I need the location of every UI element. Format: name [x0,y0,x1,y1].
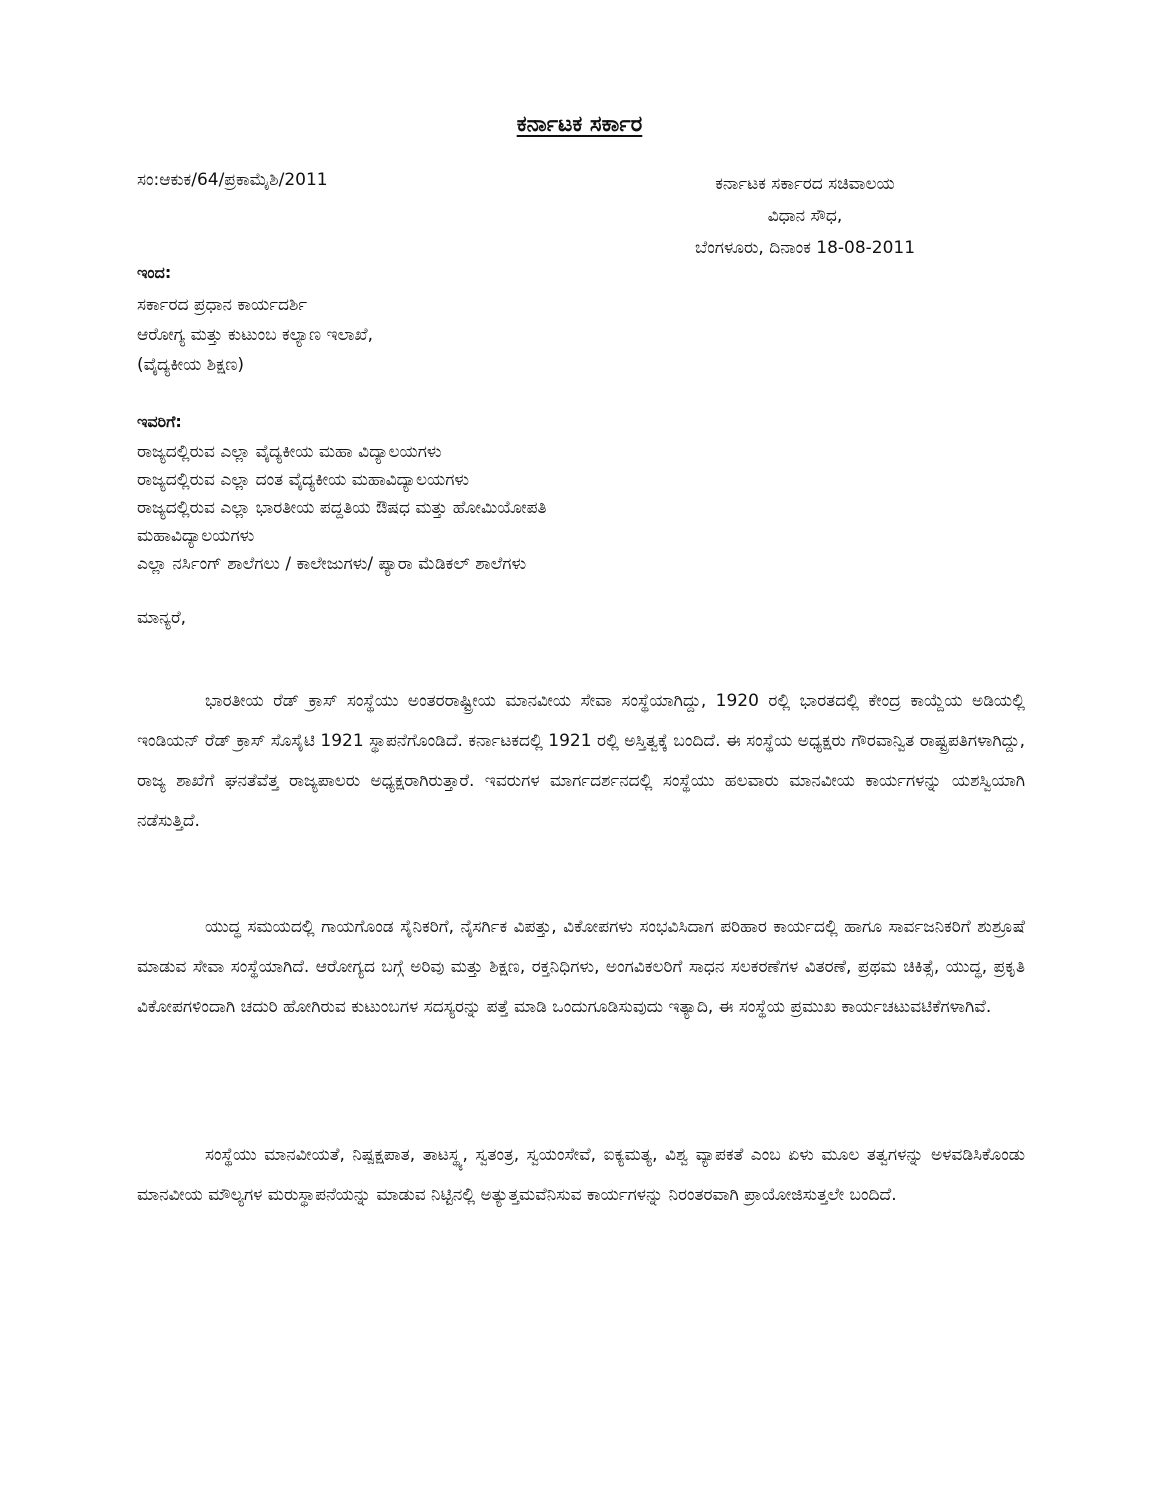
document-title: ಕರ್ನಾಟಕ ಸರ್ಕಾರ [516,112,643,137]
to-heading: ಇವರಿಗೆ: [137,412,182,431]
recipient-line: ಮಹಾವಿದ್ಯಾಲಯಗಳು [137,526,255,546]
body-paragraph-2: ಯುದ್ಧ ಸಮಯದಲ್ಲಿ ಗಾಯಗೊಂಡ ಸೈನಿಕರಿಗೆ, ನೈಸರ್ಗಿಕ ವಿಪತ್ತು, ವಿಕೋಪಗಳು ಸಂಭವಿಸಿದಾಗ ಪರಿಹಾರ ಕಾರ್ಯದಲ್ಲಿ ಹಾಗೂ ಸಾರ್ವಜನಿಕರಿಗೆ ಶುಶ್ರೂಷೆ ಮಾಡುವ ಸೇವಾ ಸಂಸ್ಥೆಯಾಗಿದೆ. ಆರೋಗ್ಯದ ಬಗ್ಗೆ ಅರಿವು ಮತ್ತು ಶಿಕ್ಷಣ, ರಕ್ತನಿಧಿಗಳು, ಅಂಗವಿಕಲರಿಗೆ ಸಾಧನ ಸಲಕರಣೆಗಳ ವಿತರಣೆ, ಪ್ರಥಮ ಚಿಕಿತ್ಸೆ, ಯುದ್ಧ, ಪ್ರಕೃತಿ ವಿಕೋಪಗಳಿಂದಾಗಿ ಚದುರಿ ಹೋಗಿರುವ ಕುಟುಂಬಗಳ ಸದಸ್ಯರನ್ನು ಪತ್ತೆ ಮಾಡಿ ಒಂದುಗೂಡಿಸುವುದು ಇತ್ಯಾದಿ, ಈ ಸಂಸ್ಥೆಯ ಪ್ರಮುಖ ಕಾರ್ಯಚಟುವಟಿಕೆಗಳಾಗಿವೆ. [137,917,1025,1017]
body-paragraph-1: ಭಾರತೀಯ ರೆಡ್ ಕ್ರಾಸ್ ಸಂಸ್ಥೆಯು ಅಂತರರಾಷ್ಟ್ರೀಯ ಮಾನವೀಯ ಸೇವಾ ಸಂಸ್ಥೆಯಾಗಿದ್ದು, 1920 ರಲ್ಲಿ ಭಾರತದಲ್ಲಿ ಕೇಂದ್ರ ಕಾಯ್ದೆಯ ಅಡಿಯಲ್ಲಿ ಇಂಡಿಯನ್ ರೆಡ್ ಕ್ರಾಸ್ ಸೊಸೈಟಿ 1921 ಸ್ಥಾಪನೆಗೊಂಡಿದೆ. ಕರ್ನಾಟಕದಲ್ಲಿ 1921 ರಲ್ಲಿ ಅಸ್ತಿತ್ವಕ್ಕೆ ಬಂದಿದೆ. ಈ ಸಂಸ್ಥೆಯ ಅಧ್ಯಕ್ಷರು ಗೌರವಾನ್ವಿತ ರಾಷ್ಟ್ರಪತಿಗಳಾಗಿದ್ದು, ರಾಜ್ಯ ಶಾಖೆಗೆ ಘನತೆವೆತ್ತ ರಾಜ್ಯಪಾಲರು ಅಧ್ಯಕ್ಷರಾಗಿರುತ್ತಾರೆ. ಇವರುಗಳ ಮಾರ್ಗದರ್ಶನದಲ್ಲಿ ಸಂಸ್ಥೆಯು ಹಲವಾರು ಮಾನವೀಯ ಕಾರ್ಯಗಳನ್ನು ಯಶಸ್ವಿಯಾಗಿ ನಡೆಸುತ್ತಿದೆ. [137,691,1025,831]
sender-line: (ವೈದ್ಯಕೀಯ ಶಿಕ್ಷಣ) [137,355,245,375]
recipient-block [137,438,737,578]
office-address-date: ಬೆಂಗಳೂರು, ದಿನಾಂಕ 18-08-2011 [694,238,916,258]
reference-number: ಸಂ:ಆಕುಕ/64/ಪ್ರಕಾಮೈಶಿ/2011 [137,170,328,190]
sender-line: ಸರ್ಕಾರದ ಪ್ರಧಾನ ಕಾರ್ಯದರ್ಶಿ [137,295,308,315]
recipient-line: ಎಲ್ಲಾ ನರ್ಸಿಂಗ್ ಶಾಲೆಗಲು / ಕಾಲೇಜುಗಳು/ ಪ್ಯಾರಾ ಮೆಡಿಕಲ್ ಶಾಲೆಗಳು [137,554,527,574]
salutation: ಮಾನ್ಯರೆ, [137,608,187,628]
recipient-line: ರಾಜ್ಯದಲ್ಲಿರುವ ಎಲ್ಲಾ ವೈದ್ಯಕೀಯ ಮಹಾ ವಿದ್ಯಾಲಯಗಳು [137,442,442,462]
office-address-line: ವಿಧಾನ ಸೌಧ, [767,206,843,226]
office-address-line: ಕರ್ನಾಟಕ ಸರ್ಕಾರದ ಸಚಿವಾಲಯ [715,174,895,194]
office-address [620,168,990,264]
sender-line: ಆರೋಗ್ಯ ಮತ್ತು ಕುಟುಂಬ ಕಲ್ಯಾಣ ಇಲಾಖೆ, [137,325,374,345]
recipient-line: ರಾಜ್ಯದಲ್ಲಿರುವ ಎಲ್ಲಾ ದಂತ ವೈದ್ಯಕೀಯ ಮಹಾವಿದ್ಯಾಲಯಗಳು [137,470,470,490]
body-paragraph-3: ಸಂಸ್ಥೆಯು ಮಾನವೀಯತೆ, ನಿಷ್ಪಕ್ಷಪಾತ, ತಾಟಸ್ಥ್ಯ, ಸ್ವತಂತ್ರ, ಸ್ವಯಂಸೇವೆ, ಐಕ್ಯಮತ್ಯ, ವಿಶ್ವ ವ್ಯಾಪಕತೆ ಎಂಬ ಏಳು ಮೂಲ ತತ್ವಗಳನ್ನು ಅಳವಡಿಸಿಕೊಂಡು ಮಾನವೀಯ ಮೌಲ್ಯಗಳ ಮರುಸ್ಥಾಪನೆಯನ್ನು ಮಾಡುವ ನಿಟ್ಟಿನಲ್ಲಿ ಅತ್ಯುತ್ತಮವೆನಿಸುವ ಕಾರ್ಯಗಳನ್ನು ನಿರಂತರವಾಗಿ ಪ್ರಾಯೋಜಿಸುತ್ತಲೇ ಬಂದಿದೆ. [137,1145,1025,1205]
recipient-line: ರಾಜ್ಯದಲ್ಲಿರುವ ಎಲ್ಲಾ ಭಾರತೀಯ ಪದ್ದತಿಯ ಔಷಧ ಮತ್ತು ಹೋಮಿಯೋಪತಿ [137,498,547,518]
from-heading: ಇಂದ: [137,263,172,282]
sender-block [137,290,373,380]
